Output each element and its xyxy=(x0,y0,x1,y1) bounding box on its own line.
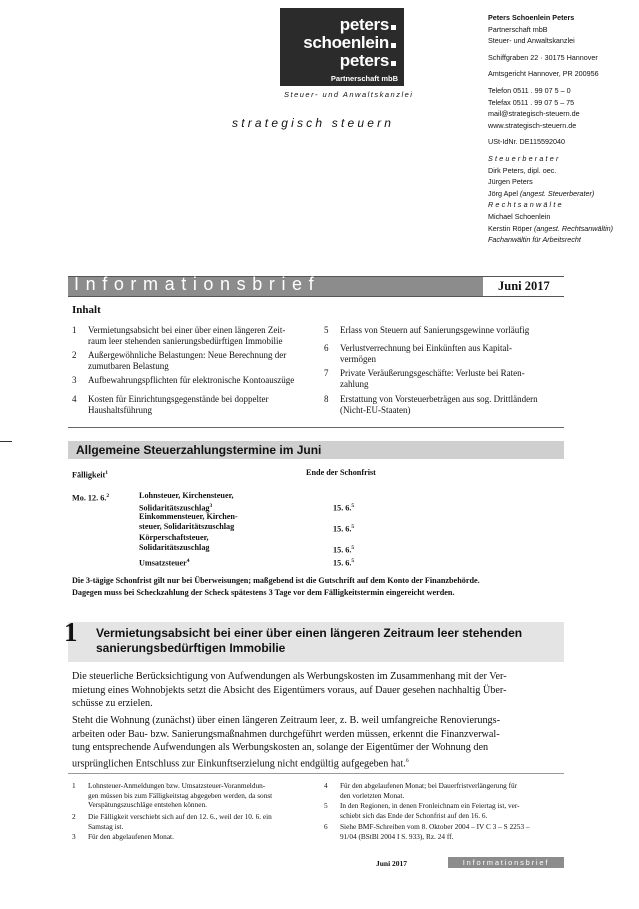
footnote-divider xyxy=(68,773,564,774)
tax-dates-note: Dagegen muss bei Scheckzahlung der Scheck spätestens 3 Tage vor dem Fälligkeitstermin eingereicht werden. xyxy=(72,588,455,597)
toc-item-cont[interactable]: vermögen xyxy=(340,354,376,364)
lawyer xyxy=(488,223,636,235)
footer-date: Juni 2017 xyxy=(376,859,408,868)
section-number: 1 xyxy=(64,617,78,647)
footnote: 3 Für den abgelaufenen Monat. xyxy=(72,832,174,841)
tax-dates-title: Allgemeine Steuerzahlungstermine im Juni xyxy=(76,443,322,457)
toc-item[interactable]: 2 Außergewöhnliche Belastungen: Neue Berechnung der xyxy=(72,350,287,360)
due-date-column-header: Fälligkeit$^1$ xyxy=(72,470,108,480)
toc-item-cont[interactable]: zahlung xyxy=(340,379,369,389)
banner-title: Informationsbrief xyxy=(74,274,321,294)
firm-email: mail@strategisch-steuern.de xyxy=(488,109,580,119)
tax-type: Umsatzsteuer$^4$ xyxy=(139,558,190,568)
body-line: Die steuerliche Berücksichtigung von Aufwendungen als Werbungskosten im Zusammenhang mit der Ver- xyxy=(72,671,507,682)
body-line: ursprünglichen Entschluss zur Einkunftserzielung nicht endgültig aufgegeben hat.$^6$ xyxy=(72,757,409,769)
banner-date: Juni 2017 xyxy=(498,279,550,293)
footnote: 4 Für den abgelaufenen Monat; bei Dauerfristverlängerung für den vorletzten Monat. xyxy=(324,781,518,800)
body-paragraph xyxy=(72,670,562,711)
toc-item-cont[interactable]: raum leer stehenden sanierungsbedürftigen Immobilie xyxy=(88,336,283,346)
body-line: schüsse zu erzielen. xyxy=(72,698,153,709)
firm-fax: Telefax 0511 . 99 07 5 – 75 xyxy=(488,97,575,107)
body-paragraph xyxy=(72,714,562,770)
tax-dates-note: Die 3-tägige Schonfrist gilt nur bei Überweisungen; maßgebend ist die Gutschrift auf dem Konto der Finanzbehörde. xyxy=(72,576,480,585)
divider xyxy=(68,427,564,428)
toc-item[interactable]: 5 Erlass von Steuern auf Sanierungsgewinne vorläufig xyxy=(324,325,530,335)
margin-mark xyxy=(0,441,12,442)
tax-type: Körperschaftsteuer, Solidaritätszuschlag xyxy=(139,533,210,552)
footnote: 6 Siehe BMF-Schreiben vom 8. Oktober 2004 – IV C 3 – S 2253 – 91/04 (BStBl 2004 I S. 933), Rz. 24 ff. xyxy=(324,822,530,841)
firm-ustid: USt-IdNr. DE115592040 xyxy=(488,137,565,147)
body-line: arbeiten oder Bau- bzw. Sanierungsmaßnahmen durchgeführt werden müssen, erkennt die Finanzverwal- xyxy=(72,728,500,740)
grace-end-date: 15. 6.$^5$ xyxy=(333,545,355,555)
firm-address-block xyxy=(488,12,636,246)
logo-partner: Partnerschaft mbB xyxy=(330,74,398,83)
grace-end-date: 15. 6.$^5$ xyxy=(333,524,355,534)
body-line: Steht die Wohnung (zunächst) über einen längeren Zeitraum leer, z. B. weil umfangreiche Renovierungs- xyxy=(72,715,501,726)
tax-type: Lohnsteuer, Kirchensteuer, Solidaritätszuschlag$^3$ xyxy=(139,491,234,513)
firm-street: Schiffgraben 22 · 30175 Hannover xyxy=(488,52,598,62)
toc-item-cont[interactable]: Haushaltsführung xyxy=(88,405,152,415)
footnote: 5 In den Regionen, in denen Fronleichnam ein Feiertag ist, ver- schiebt sich das Ende der Schonfrist auf den 16. 6. xyxy=(324,801,520,820)
toc-item[interactable]: 7 Private Veräußerungsgeschäfte: Verluste bei Raten- xyxy=(324,368,525,378)
lawyers-heading: Rechtsanwälte xyxy=(488,200,564,210)
grace-end-date: 15. 6.$^5$ xyxy=(333,558,355,568)
section-title-line: sanierungsbedürftigen Immobilie xyxy=(96,641,286,655)
body-line: tung entsprechende Aufwendungen als Werbungskosten an, solange der Eigentümer der Wohnung den xyxy=(72,742,489,753)
firm-name: Peters Schoenlein Peters xyxy=(488,13,575,22)
lawyer-specialty: Fachanwältin für Arbeitsrecht xyxy=(488,235,581,245)
slogan: strategisch steuern xyxy=(232,116,395,130)
section-title-line: Vermietungsabsicht bei einer über einen längeren Zeitraum leer stehenden xyxy=(96,626,523,640)
logo-line: peters xyxy=(339,15,389,34)
logo-subtitle: Steuer- und Anwaltskanzlei xyxy=(284,90,414,99)
firm-kind: Steuer- und Anwaltskanzlei xyxy=(488,36,575,46)
grace-period-column-header: Ende der Schonfrist xyxy=(306,468,376,477)
firm-court: Amtsgericht Hannover, PR 200956 xyxy=(488,69,599,79)
lawyer: Michael Schoenlein xyxy=(488,211,551,221)
toc-item[interactable]: 8 Erstattung von Vorsteuerbeträgen aus sog. Drittländern xyxy=(324,394,538,404)
body-line: mietung eines Wohnobjekts setzt die Absicht des Eigentümers voraus, auf Dauer gesehen nachhaltig Über- xyxy=(72,684,507,696)
tax-advisor-note: (angest. Steuerberater) xyxy=(519,188,595,198)
tax-advisors-heading: Steuerberater xyxy=(488,153,561,163)
logo-line: schoenlein xyxy=(303,33,389,52)
due-date: Mo. 12. 6.$^2$ xyxy=(72,493,110,503)
tax-advisor: Jürgen Peters xyxy=(488,177,533,187)
toc-item[interactable]: 1 Vermietungsabsicht bei einer über einen längeren Zeit- xyxy=(72,325,286,335)
toc-item[interactable]: 3 Aufbewahrungspflichten für elektronische Kontoauszüge xyxy=(72,375,295,385)
tax-advisor-name: Jörg Apel xyxy=(488,188,520,198)
tax-type: Einkommensteuer, Kirchen- steuer, Solidaritätszuschlag xyxy=(139,512,238,531)
lawyer-note: (angest. Rechtsanwältin) xyxy=(533,223,614,233)
firm-logo xyxy=(280,8,404,86)
logo-line: peters xyxy=(339,51,389,70)
footer-brand: Informationsbrief xyxy=(448,857,564,868)
firm-partner: Partnerschaft mbB xyxy=(488,24,548,34)
tax-advisor xyxy=(488,188,636,200)
firm-web: www.strategisch-steuern.de xyxy=(488,120,577,130)
footnote: 2 Die Fälligkeit verschiebt sich auf den 12. 6., weil der 10. 6. ein Samstag ist. xyxy=(72,812,272,831)
toc-item-cont[interactable]: (Nicht-EU-Staaten) xyxy=(340,405,411,415)
tax-advisor: Dirk Peters, dipl. oec. xyxy=(488,165,557,175)
toc-item-cont[interactable]: zumutbaren Belastung xyxy=(88,361,169,371)
firm-phone: Telefon 0511 . 99 07 5 – 0 xyxy=(488,85,571,95)
toc-heading: Inhalt xyxy=(72,304,101,316)
footnote: 1 Lohnsteuer-Anmeldungen bzw. Umsatzsteuer-Voranmeldun- gen müssen bis zum Fälligkeitstag abgegeben werden, da sonst Verspätungszuschläge entstehen können. xyxy=(72,781,273,810)
lawyer-name: Kerstin Röper xyxy=(488,223,534,233)
toc-item[interactable]: 4 Kosten für Einrichtungsgegenstände bei doppelter xyxy=(72,394,269,404)
section-title xyxy=(96,626,556,656)
toc-item[interactable]: 6 Verlustverrechnung bei Einkünften aus Kapital- xyxy=(324,343,512,353)
grace-end-date: 15. 6.$^5$ xyxy=(333,503,355,513)
